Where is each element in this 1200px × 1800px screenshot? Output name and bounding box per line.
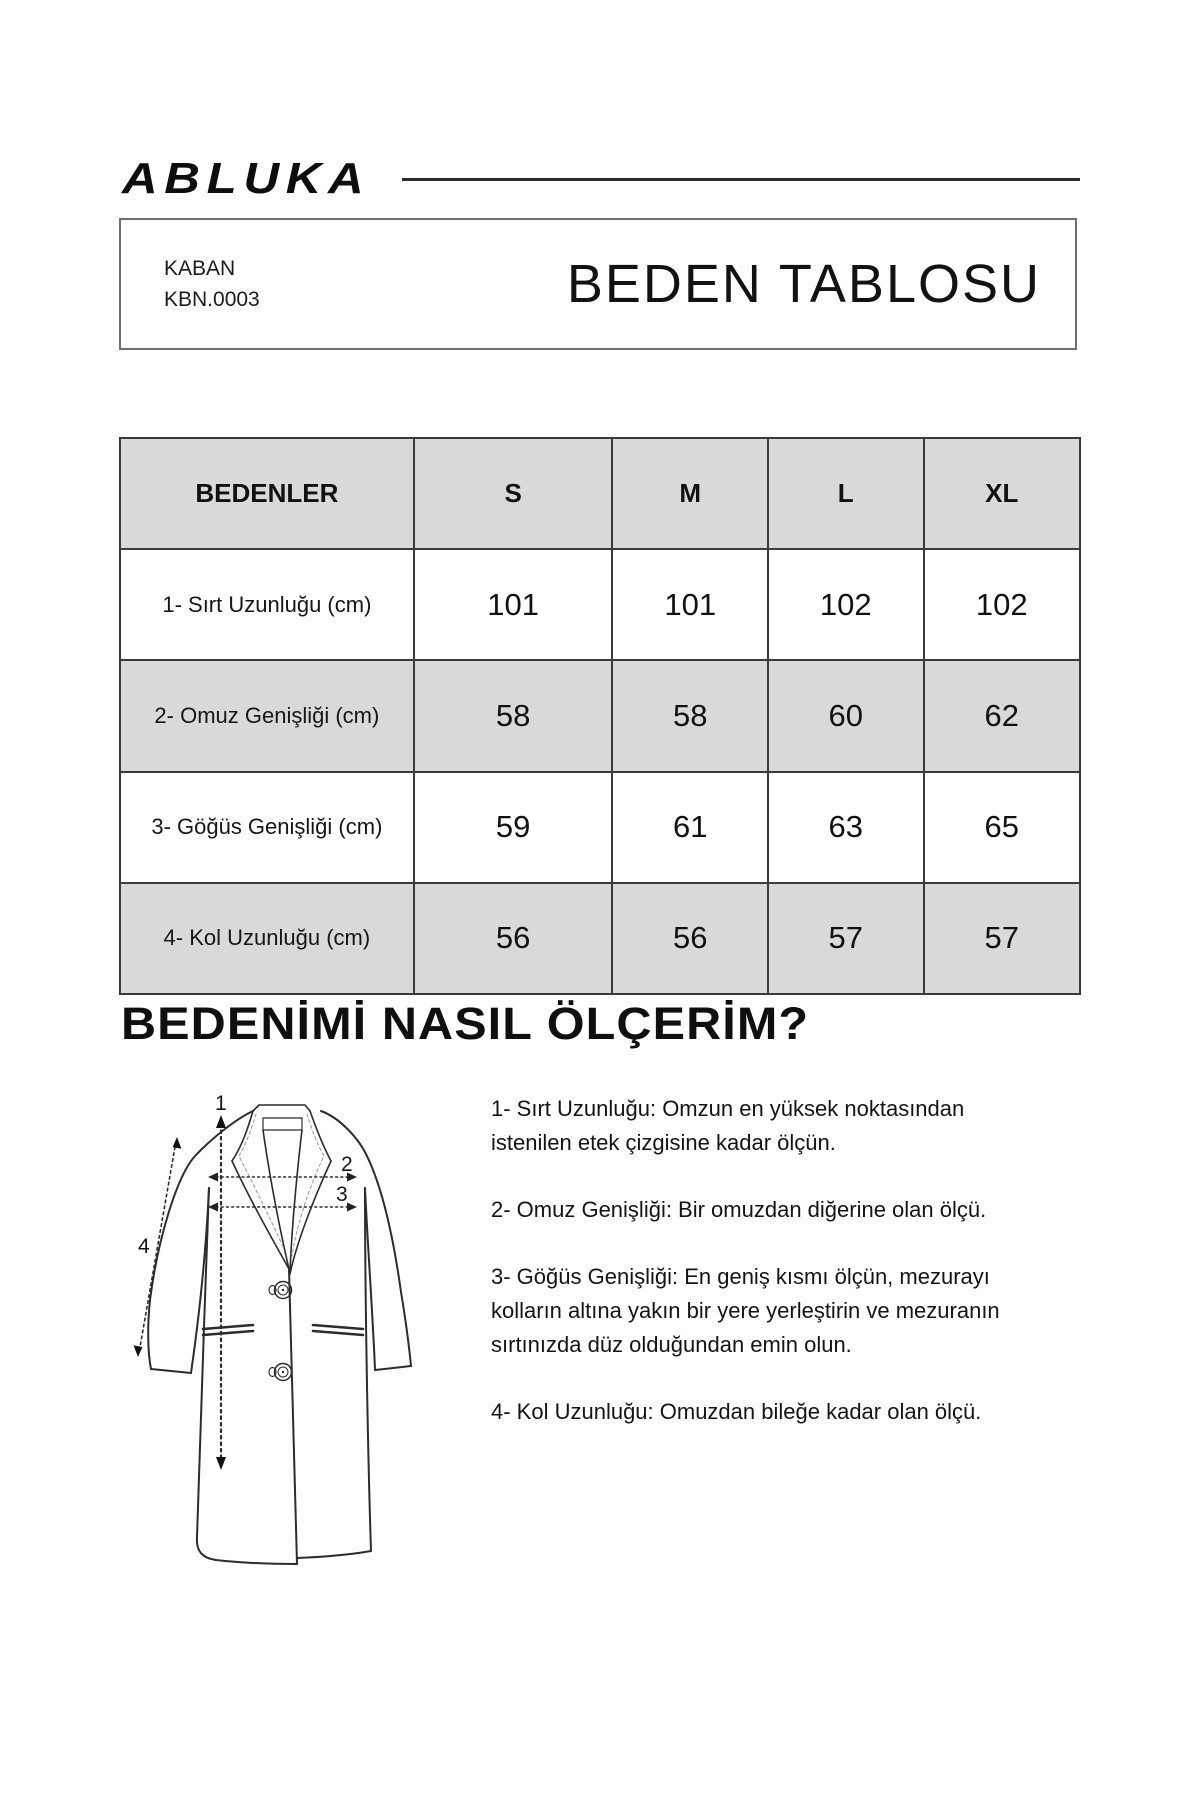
measurement-label-cell: 1- Sırt Uzunluğu (cm)	[120, 549, 414, 660]
instruction-sleeve-length	[491, 1395, 1101, 1429]
coat-pockets	[203, 1325, 363, 1335]
size-value-cell: 101	[414, 549, 613, 660]
instruction-line: 2- Omuz Genişliği: Bir omuzdan diğerine olan ölçü.	[491, 1197, 987, 1222]
size-value-cell: 57	[768, 883, 924, 994]
instruction-line: sırtınızda düz olduğundan emin olun.	[491, 1332, 852, 1357]
how-to-heading: BEDENİMİ NASIL ÖLÇERİM?	[121, 998, 810, 1049]
size-value-cell: 58	[414, 660, 613, 771]
product-info-box	[119, 218, 1077, 350]
coat-outline	[148, 1111, 411, 1564]
size-value-cell: 63	[768, 772, 924, 883]
instruction-line: kolların altına yakın bir yere yerleştirin ve mezuranın	[491, 1298, 1000, 1323]
measurement-instructions	[491, 1092, 1101, 1462]
measure-label-3: 3	[336, 1183, 348, 1206]
table-header-row	[120, 438, 1080, 549]
header-cell-xl: XL	[924, 438, 1081, 549]
header-cell-l: L	[768, 438, 924, 549]
measurement-label-cell: 4- Kol Uzunluğu (cm)	[120, 883, 414, 994]
measure-label-4: 4	[138, 1235, 150, 1258]
instruction-shoulder-width	[491, 1193, 1101, 1227]
instruction-chest-width	[491, 1260, 1101, 1362]
table-row-shoulder-width	[120, 660, 1080, 771]
measure-label-1: 1	[215, 1092, 227, 1115]
size-value-cell: 56	[414, 883, 613, 994]
table-row-sleeve-length	[120, 883, 1080, 994]
size-value-cell: 60	[768, 660, 924, 771]
size-value-cell: 62	[924, 660, 1081, 771]
instruction-line: 4- Kol Uzunluğu: Omuzdan bileğe kadar olan ölçü.	[491, 1399, 982, 1424]
size-value-cell: 101	[612, 549, 768, 660]
instruction-back-length	[491, 1092, 1101, 1160]
table-row-back-length	[120, 549, 1080, 660]
size-value-cell: 65	[924, 772, 1081, 883]
product-info	[164, 253, 260, 315]
measurement-label-cell: 3- Göğüs Genişliği (cm)	[120, 772, 414, 883]
size-value-cell: 102	[768, 549, 924, 660]
instruction-line: istenilen etek çizgisine kadar ölçün.	[491, 1130, 836, 1155]
coat-diagram	[120, 1060, 430, 1580]
measure-arrow-2	[208, 1153, 357, 1182]
product-code: KBN.0003	[164, 288, 260, 311]
size-value-cell: 102	[924, 549, 1081, 660]
measure-arrow-1	[215, 1092, 227, 1470]
size-value-cell: 56	[612, 883, 768, 994]
size-table	[119, 437, 1081, 995]
brand-logo: ABLUKA	[122, 154, 371, 203]
product-name: KABAN	[164, 257, 236, 280]
size-value-cell: 57	[924, 883, 1081, 994]
header-cell-m: M	[612, 438, 768, 549]
size-value-cell: 59	[414, 772, 613, 883]
size-chart-title: BEDEN TABLOSU	[566, 254, 1041, 314]
table-row-chest-width	[120, 772, 1080, 883]
coat-collar-lapels	[232, 1105, 331, 1274]
instruction-line: 1- Sırt Uzunluğu: Omzun en yüksek noktasından	[491, 1096, 965, 1121]
measurement-label-cell: 2- Omuz Genişliği (cm)	[120, 660, 414, 771]
instruction-line: 3- Göğüs Genişliği: En geniş kısmı ölçün, mezurayı	[491, 1264, 990, 1289]
coat-buttons	[269, 1282, 292, 1381]
size-value-cell: 61	[612, 772, 768, 883]
size-value-cell: 58	[612, 660, 768, 771]
measure-arrow-3	[208, 1183, 357, 1212]
measure-arrow-4	[134, 1137, 182, 1357]
header-cell-bedenler: BEDENLER	[120, 438, 414, 549]
logo-rule	[402, 178, 1080, 181]
measure-label-2: 2	[341, 1153, 353, 1176]
header-cell-s: S	[414, 438, 613, 549]
